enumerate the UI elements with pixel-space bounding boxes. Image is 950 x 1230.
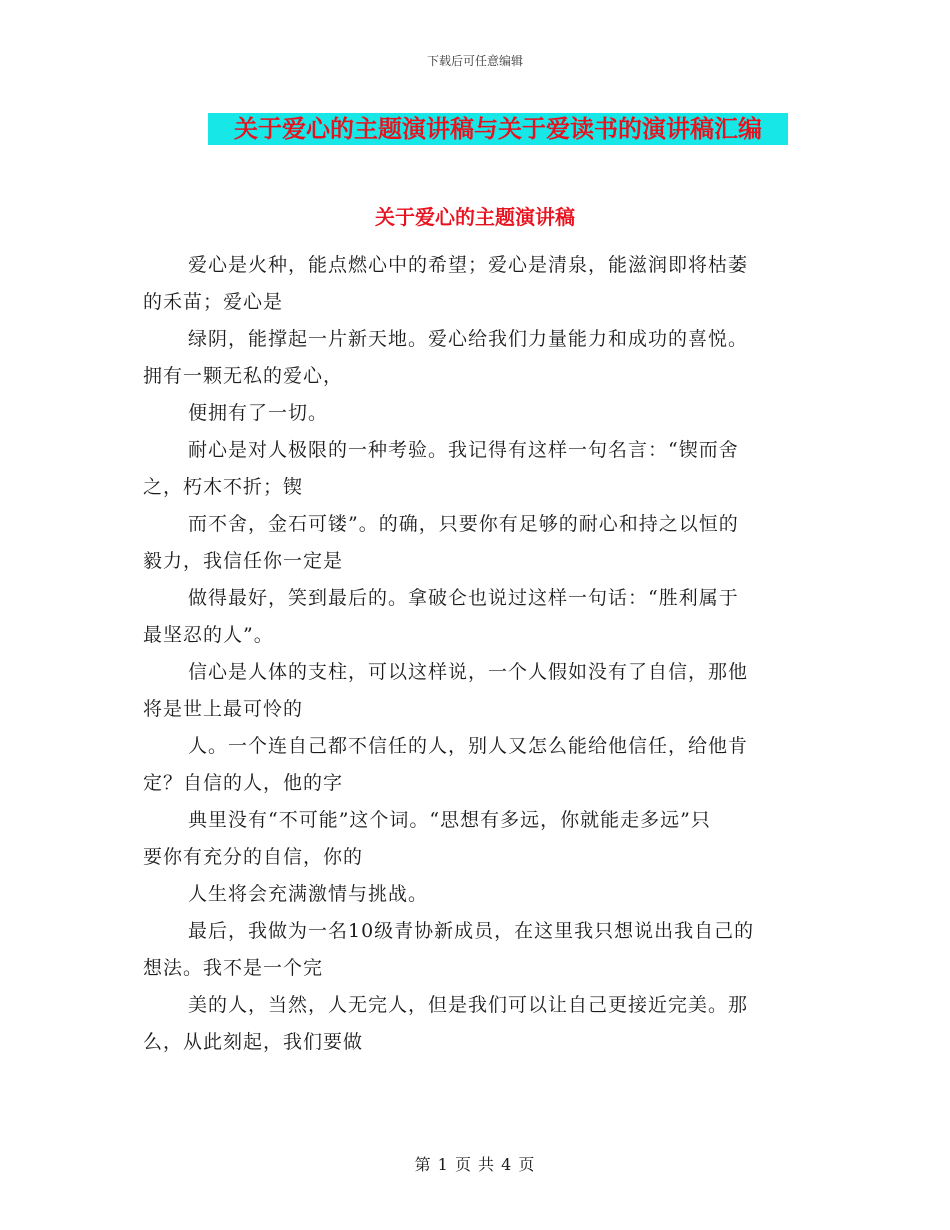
paragraph-first-line: 最后，我做为一名10级青协新成员，在这里我只想说出我自己的 <box>188 920 755 942</box>
paragraph-first-line: 做得最好，笑到最后的。拿破仑也说过这样一句话：“胜利属于 <box>188 587 739 609</box>
section-title: 关于爱心的主题演讲稿 <box>375 205 575 229</box>
paragraph <box>143 654 808 728</box>
paragraph <box>143 432 808 506</box>
paragraph-continuation: 毅力，我信任你一定是 <box>143 550 344 572</box>
paragraph-continuation: 的禾苗；爱心是 <box>143 291 284 313</box>
paragraph-first-line: 便拥有了一切。 <box>188 402 329 424</box>
paragraph-continuation: 之，朽木不折；锲 <box>143 476 304 498</box>
paragraph-first-line: 人生将会充满激情与挑战。 <box>188 883 429 905</box>
paragraph-continuation: 想法。我不是一个完 <box>143 957 324 979</box>
paragraph-first-line: 典里没有“不可能”这个词。“思想有多远，你就能走多远”只 <box>188 809 711 831</box>
paragraph-first-line: 而不舍，金石可镂”。的确，只要你有足够的耐心和持之以恒的 <box>188 513 739 535</box>
paragraph <box>143 506 808 580</box>
paragraph <box>143 728 808 802</box>
paragraph <box>143 247 808 321</box>
paragraph-continuation: 么，从此刻起，我们要做 <box>143 1031 364 1053</box>
paragraph <box>143 913 808 987</box>
paragraph-first-line: 耐心是对人极限的一种考验。我记得有这样一句名言：“锲而舍 <box>188 439 739 461</box>
paragraph-first-line: 爱心是火种，能点燃心中的希望；爱心是清泉，能滋润即将枯萎 <box>188 254 749 276</box>
paragraph-first-line: 人。一个连自己都不信任的人，别人又怎么能给他信任，给他肯 <box>188 735 749 757</box>
paragraph <box>143 395 808 432</box>
paragraph <box>143 876 808 913</box>
paragraph-first-line: 美的人，当然，人无完人，但是我们可以让自己更接近完美。那 <box>188 994 749 1016</box>
header-note: 下载后可任意编辑 <box>426 54 523 68</box>
paragraph-first-line: 信心是人体的支柱，可以这样说，一个人假如没有了自信，那他 <box>188 661 749 683</box>
document-title: 关于爱心的主题演讲稿与关于爱读书的演讲稿汇编 <box>208 113 788 145</box>
paragraph-continuation: 定？自信的人，他的字 <box>143 772 344 794</box>
paragraph-first-line: 绿阴，能撑起一片新天地。爱心给我们力量能力和成功的喜悦。 <box>188 328 749 350</box>
paragraph-continuation: 最坚忍的人”。 <box>143 624 274 646</box>
paragraph-continuation: 要你有充分的自信，你的 <box>143 846 364 868</box>
paragraph-continuation: 拥有一颗无私的爱心， <box>143 365 344 387</box>
page-footer: 第 1 页 共 4 页 <box>414 1155 536 1174</box>
paragraph <box>143 802 808 876</box>
paragraph <box>143 580 808 654</box>
paragraph <box>143 321 808 395</box>
paragraph-continuation: 将是世上最可怜的 <box>143 698 304 720</box>
document-body <box>143 247 808 1061</box>
paragraph <box>143 987 808 1061</box>
